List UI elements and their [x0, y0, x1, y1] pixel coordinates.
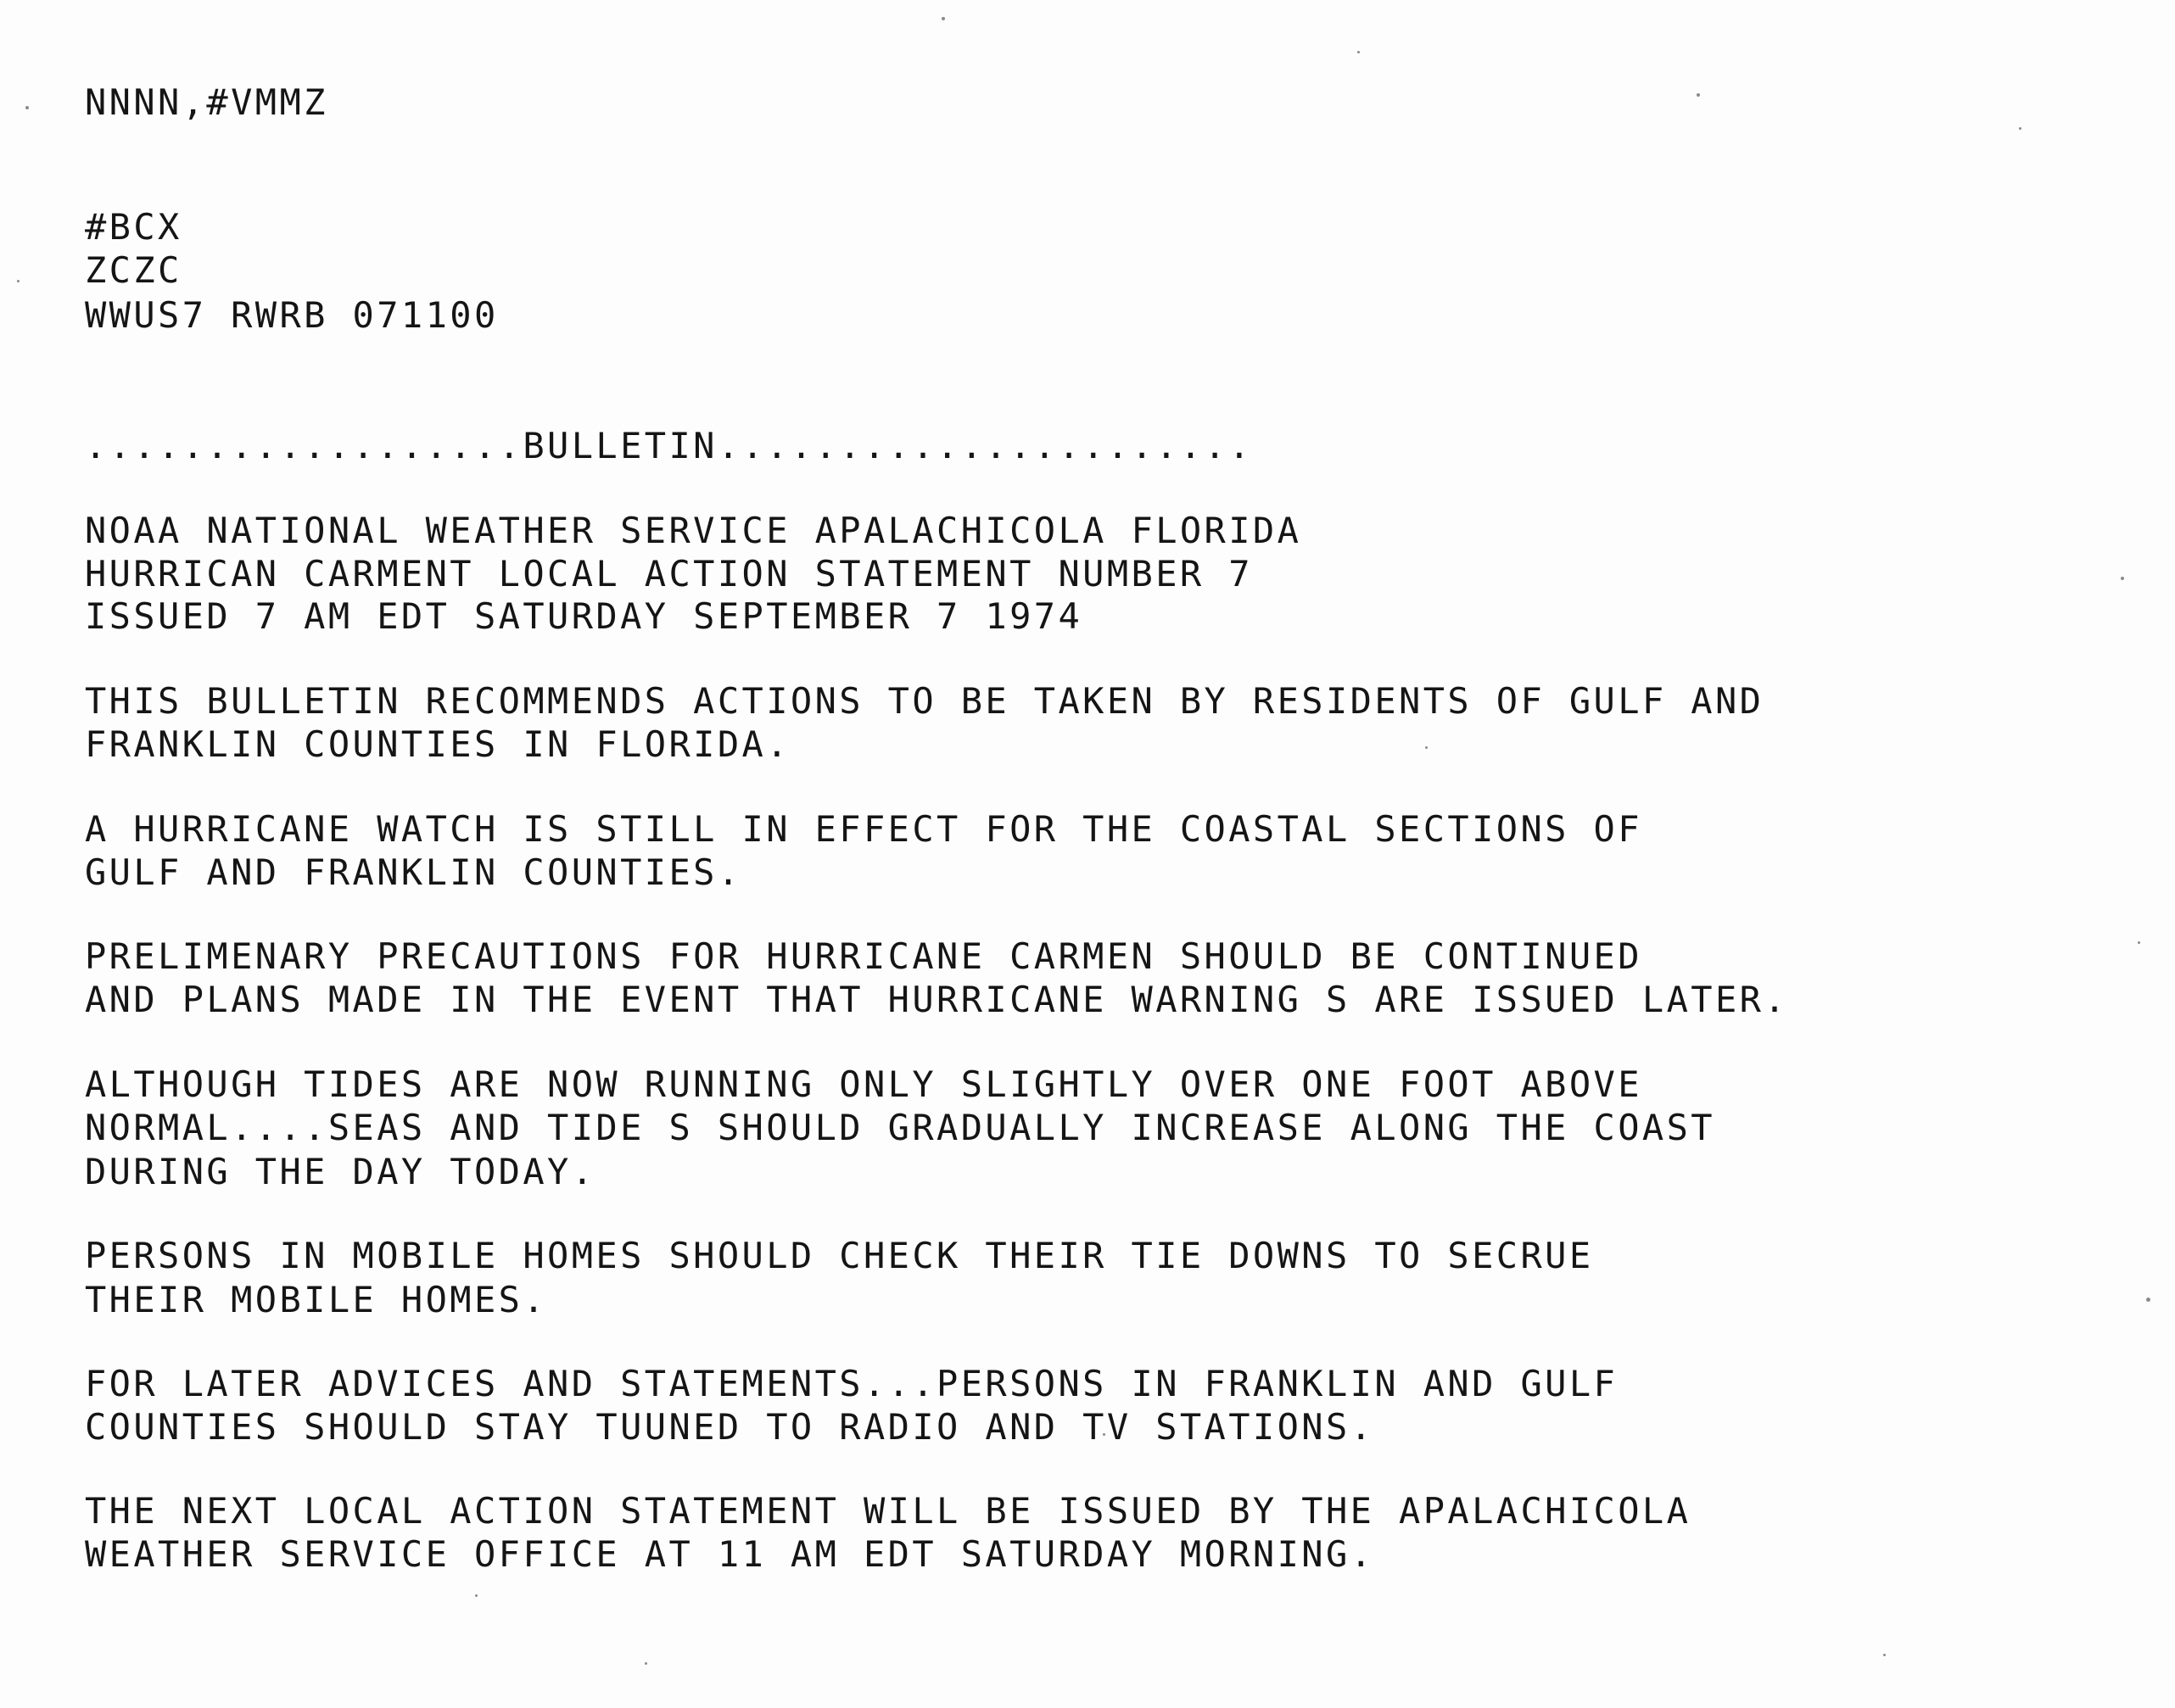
scan-speck [1883, 1654, 1886, 1656]
paragraph-line: WEATHER SERVICE OFFICE AT 11 AM EDT SATURDAY MORNING. [85, 1533, 1375, 1575]
paragraph-line: FRANKLIN COUNTIES IN FLORIDA. [85, 723, 791, 765]
title-line-statement: HURRICAN CARMENT LOCAL ACTION STATEMENT NUMBER 7 [85, 553, 1253, 594]
title-line-office: NOAA NATIONAL WEATHER SERVICE APALACHICOLA FLORIDA [85, 510, 1302, 551]
scan-speck [17, 280, 20, 282]
paragraph-line: THEIR MOBILE HOMES. [85, 1279, 548, 1320]
scan-speck [942, 17, 945, 20]
paragraph-line: THIS BULLETIN RECOMMENDS ACTIONS TO BE TAKEN BY RESIDENTS OF GULF AND [85, 680, 1764, 722]
paragraph-line: DURING THE DAY TODAY. [85, 1151, 596, 1192]
paragraph-line: PERSONS IN MOBILE HOMES SHOULD CHECK THEIR TIE DOWNS TO SECRUE [85, 1235, 1594, 1276]
paragraph-line: FOR LATER ADVICES AND STATEMENTS...PERSONS IN FRANKLIN AND GULF [85, 1363, 1619, 1404]
paragraph-line: PRELIMENARY PRECAUTIONS FOR HURRICANE CARMEN SHOULD BE CONTINUED [85, 935, 1642, 977]
scan-speck [2121, 577, 2124, 580]
bulletin-banner: ..................BULLETIN...................... [85, 425, 1253, 466]
title-line-issued: ISSUED 7 AM EDT SATURDAY SEPTEMBER 7 1974 [85, 595, 1083, 637]
scan-speck [2146, 1298, 2150, 1302]
scan-speck [1357, 51, 1360, 53]
scan-speck [2138, 941, 2140, 944]
scan-speck [25, 106, 29, 109]
header-line-routing: NNNN,#VMMZ [85, 81, 328, 123]
scan-speck [1425, 746, 1428, 749]
paragraph-line: THE NEXT LOCAL ACTION STATEMENT WILL BE ISSUED BY THE APALACHICOLA [85, 1490, 1691, 1532]
header-line-start-code: ZCZC [85, 249, 182, 291]
header-line-station: #BCX [85, 206, 182, 248]
scan-speck [475, 1594, 478, 1597]
paragraph-line: A HURRICANE WATCH IS STILL IN EFFECT FOR THE COASTAL SECTIONS OF [85, 808, 1642, 850]
scan-speck [2019, 127, 2021, 130]
header-line-message-id: WWUS7 RWRB 071100 [85, 294, 499, 336]
paragraph-line: GULF AND FRANKLIN COUNTIES. [85, 851, 742, 893]
paragraph-line: AND PLANS MADE IN THE EVENT THAT HURRICANE WARNING S ARE ISSUED LATER. [85, 979, 1789, 1020]
scan-speck [1697, 93, 1700, 97]
paragraph-line: COUNTIES SHOULD STAY TUUNED TO RADIO AND TV STATIONS. [85, 1406, 1375, 1448]
paragraph-line: ALTHOUGH TIDES ARE NOW RUNNING ONLY SLIGHTLY OVER ONE FOOT ABOVE [85, 1063, 1642, 1105]
scan-speck [645, 1662, 647, 1665]
paragraph-line: NORMAL....SEAS AND TIDE S SHOULD GRADUALLY INCREASE ALONG THE COAST [85, 1107, 1715, 1148]
